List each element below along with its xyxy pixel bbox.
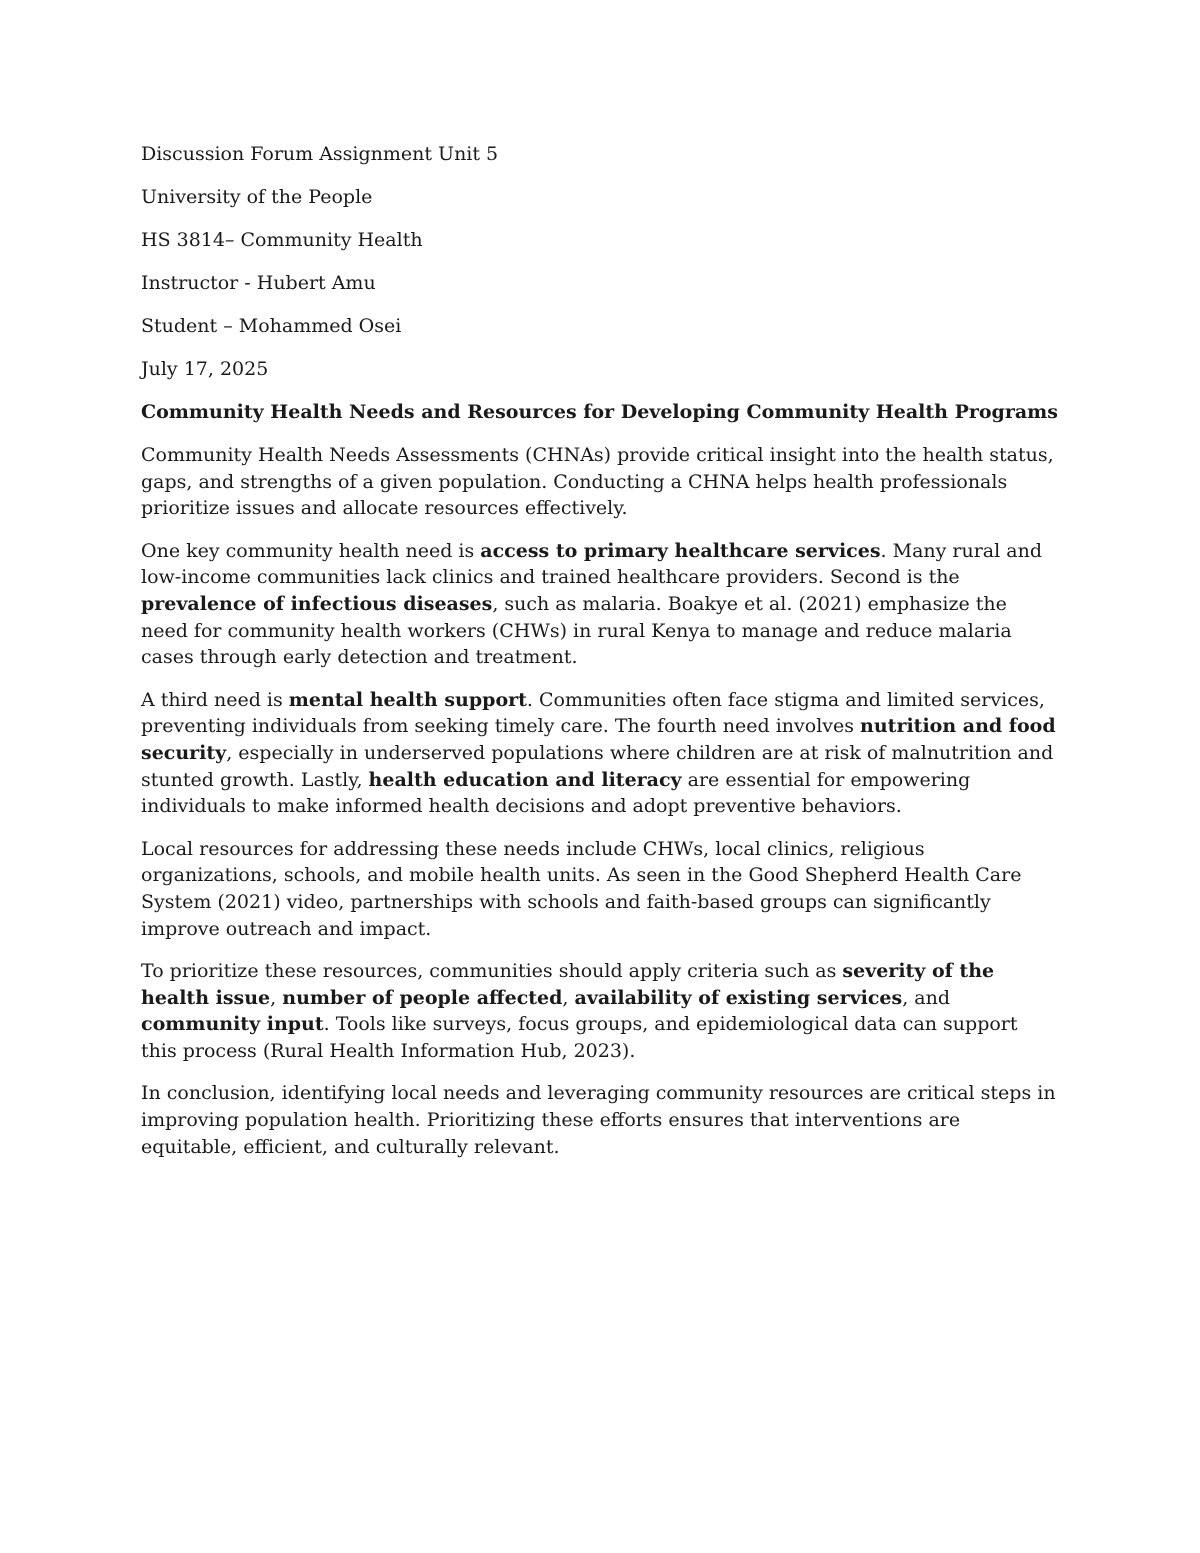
- text-run: , especially in underserved populations where children are at risk of malnutrition and stunted growth. Lastly,: [141, 741, 1054, 791]
- course-name: HS 3814– Community Health: [141, 229, 423, 251]
- text-run: are essential for empowering individuals to make informed health decisions and adopt preventive behaviors.: [141, 768, 971, 818]
- document-title: Community Health Needs and Resources for Developing Community Health Programs: [141, 401, 1058, 423]
- text-run: A third need is: [141, 688, 289, 711]
- emphasis-primary-care: access to primary healthcare services: [480, 539, 881, 562]
- paragraph-needs-mental-health: [141, 687, 1056, 820]
- text-run: , such as malaria. Boakye et al. (2021) emphasize the need for community health workers (CHWs) in rural Kenya to manage and reduce malaria cases through early detection and treatment.: [141, 592, 1012, 669]
- paragraph-prioritization: [141, 958, 1056, 1064]
- paragraph-needs-primary-care: [141, 538, 1056, 671]
- text-run: To prioritize these resources, communities should apply criteria such as: [141, 960, 843, 983]
- university-name: University of the People: [141, 186, 373, 208]
- emphasis-severity: severity of the health issue: [141, 960, 995, 1009]
- text-run: In conclusion, identifying local needs and leveraging community resources are critical steps in improving population health. Prioritizing these efforts ensures that interventions are equitable, efficient, and culturally relevant.: [141, 1082, 1056, 1158]
- emphasis-mental-health: mental health support: [288, 688, 527, 711]
- paragraph-local-resources: [141, 836, 1056, 942]
- text-run: Community Health Needs Assessments (CHNAs) provide critical insight into the health status, gaps, and strengths of a given population. Conducting a CHNA helps health professionals prioritize issues and allocate resources effectively.: [141, 444, 1054, 520]
- text-run: , and: [902, 986, 951, 1009]
- emphasis-infectious-diseases: prevalence of infectious diseases: [141, 592, 493, 615]
- paragraph-intro: [141, 442, 1056, 522]
- paragraph-conclusion: [141, 1080, 1056, 1160]
- text-run: ,: [270, 986, 283, 1009]
- emphasis-community-input: community input: [141, 1013, 324, 1036]
- text-run: . Communities often face stigma and limited services, preventing individuals from seeking timely care. The fourth need involves: [141, 688, 1045, 738]
- document-body: [141, 141, 1056, 1176]
- emphasis-people-affected: number of people affected: [282, 986, 563, 1009]
- student-name: Student – Mohammed Osei: [141, 315, 402, 337]
- instructor-name: Instructor - Hubert Amu: [141, 272, 376, 294]
- emphasis-nutrition: nutrition and food security: [141, 715, 1056, 764]
- text-run: Local resources for addressing these needs include CHWs, local clinics, religious organizations, schools, and mobile health units. As seen in the Good Shepherd Health Care System (2021) video, partnerships with schools and faith-based groups can significantly improve outreach and impact.: [141, 837, 1022, 940]
- text-run: ,: [562, 986, 575, 1009]
- assignment-date: July 17, 2025: [141, 358, 269, 380]
- emphasis-health-education: health education and literacy: [368, 768, 682, 791]
- assignment-name: Discussion Forum Assignment Unit 5: [141, 143, 499, 165]
- text-run: One key community health need is: [141, 539, 481, 562]
- text-run: . Tools like surveys, focus groups, and epidemiological data can support this process (Rural Health Information Hub, 2023).: [141, 1013, 1018, 1062]
- emphasis-existing-services: availability of existing services: [574, 986, 903, 1009]
- text-run: . Many rural and low-income communities lack clinics and trained healthcare providers. Second is the: [141, 539, 1042, 589]
